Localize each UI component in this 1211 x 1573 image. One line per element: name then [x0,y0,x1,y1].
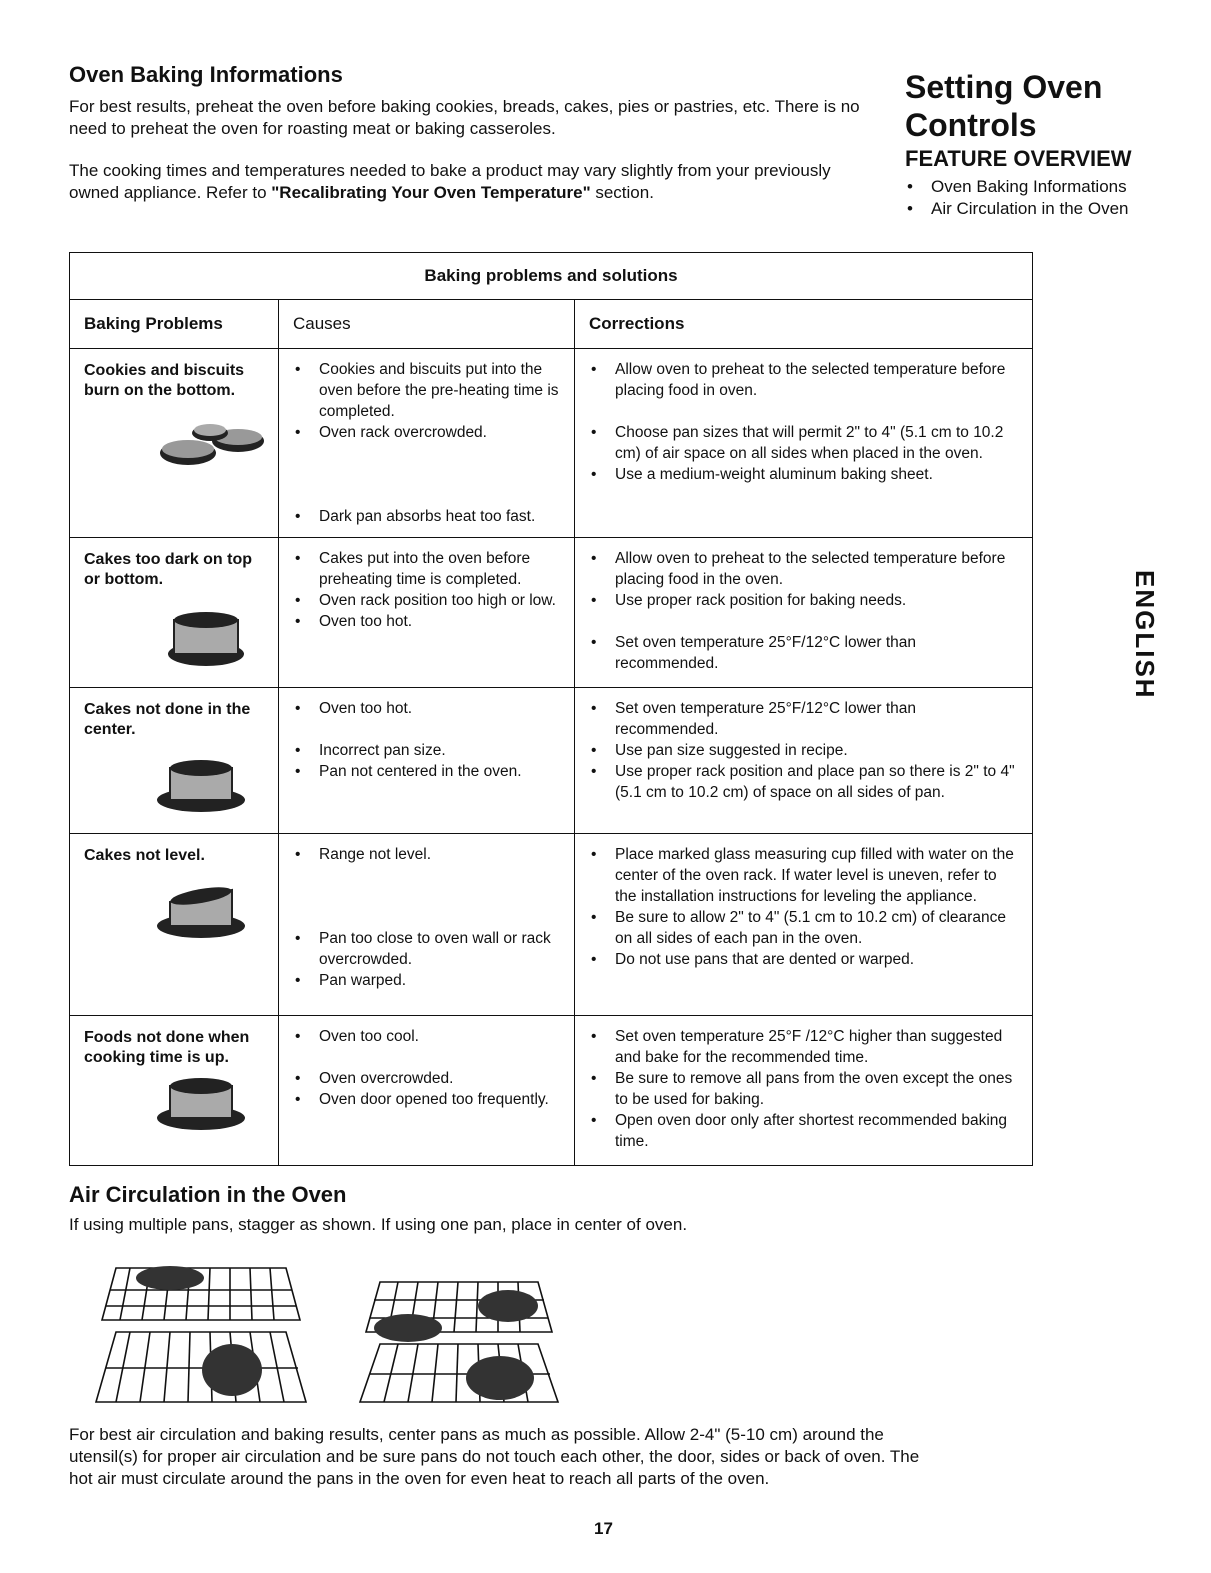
rack-diagram-left [86,1262,316,1410]
correction-item: • Choose pan sizes that will permit 2" to 4" (5.1 cm to 10.2 cm) of air space on all sides when placed in the oven. [587,422,1022,464]
problem-cell [70,1016,279,1166]
cause-item: • Oven overcrowded. [291,1068,566,1089]
problem-text: Foods not done when cooking time is up. [84,1029,250,1066]
cause-item: • Pan not centered in the oven. [291,761,566,782]
divider [69,1165,1033,1166]
corrections-cell [575,1016,1033,1166]
cause-item: • Incorrect pan size. [291,740,566,761]
table-row [70,1016,1033,1166]
problem-cell [70,538,279,688]
correction-item: • Allow oven to preheat to the selected temperature before placing food in the oven. [587,548,1022,590]
sidebar-subtitle: FEATURE OVERVIEW [905,146,1132,171]
problem-cell [70,688,279,834]
language-tab-label: ENGLISH [1130,570,1160,700]
cause-item: • Dark pan absorbs heat too fast. [291,506,566,527]
problem-cell [70,349,279,538]
correction-item: • Be sure to remove all pans from the oven except the ones to be used for baking. [587,1068,1022,1110]
correction-item: • Place marked glass measuring cup filled with water on the center of the oven rack. If water level is uneven, refer to the installation instructions for leveling the appliance. [587,844,1022,907]
cake-icon [156,756,246,814]
cause-item: • Pan too close to oven wall or rack overcrowded. [291,928,566,970]
feature-item: • Air Circulation in the Oven [905,198,1165,220]
language-tab [1124,570,1164,700]
correction-item: • Do not use pans that are dented or warped. [587,949,1022,970]
table-row [70,688,1033,834]
problem-text: Cakes not done in the center. [84,701,251,738]
sidebar [905,68,1165,220]
rack-diagram-right [352,1278,572,1406]
corrections-cell [575,688,1033,834]
tilted-cake-icon [156,882,246,940]
para-text: section. [590,183,654,202]
cause-item: • Oven rack overcrowded. [291,422,566,443]
cause-item: • Oven too hot. [291,611,566,632]
cause-item: • Oven rack position too high or low. [291,590,566,611]
feature-list [905,176,1165,220]
causes-cell [279,538,575,688]
table-row [70,349,1033,538]
header-problems: Baking Problems [70,300,279,349]
air-circulation-section [69,1182,969,1236]
corrections-cell [575,538,1033,688]
cause-item: • Cookies and biscuits put into the oven before the pre-heating time is completed. [291,359,566,422]
correction-item: • Set oven temperature 25°F/12°C lower than recommended. [587,632,1022,674]
cause-item: • Oven too cool. [291,1026,566,1047]
page-number: 17 [594,1519,613,1538]
cause-item: • Oven door opened too frequently. [291,1089,566,1110]
cause-item: • Range not level. [291,844,566,865]
section-title: Oven Baking Informations [69,62,343,87]
header-corrections: Corrections [575,300,1033,349]
correction-item: • Open oven door only after shortest recommended baking time. [587,1110,1022,1152]
problem-text: Cakes too dark on top or bottom. [84,551,253,588]
cookies-icon [154,417,264,473]
correction-item: • Use proper rack position for baking needs. [587,590,1022,611]
correction-item: • Be sure to allow 2" to 4" (5.1 cm to 10.2 cm) of clearance on all sides of each pan in the oven. [587,907,1022,949]
baking-problems-table [69,252,1033,1166]
cause-item: • Cakes put into the oven before preheating time is completed. [291,548,566,590]
para-text: The cooking times and temperatures needed to bake a product may vary slightly from your previously owned appliance. Refer to [69,161,831,202]
recalibrate-reference: "Recalibrating Your Oven Temperature" [271,183,591,202]
oven-baking-section [69,62,869,204]
section-title: Air Circulation in the Oven [69,1182,347,1207]
correction-item: • Use proper rack position and place pan so there is 2" to 4" (5.1 cm to 10.2 cm) of space on all sides of pan. [587,761,1022,803]
corrections-cell [575,349,1033,538]
intro-paragraph: For best results, preheat the oven before baking cookies, breads, cakes, pies or pastries, etc. There is no need to preheat the oven for roasting meat or baking casseroles. [69,97,860,138]
recalibrate-paragraph [69,160,869,204]
causes-cell [279,834,575,1016]
problem-cell [70,834,279,1016]
sidebar-title: Setting Oven Controls [905,69,1103,143]
causes-cell [279,1016,575,1166]
causes-cell [279,688,575,834]
cause-item: • Pan warped. [291,970,566,991]
table-row [70,834,1033,1016]
table-caption: Baking problems and solutions [70,253,1033,300]
header-causes: Causes [279,300,575,349]
air-outro-paragraph: For best air circulation and baking results, center pans as much as possible. Allow 2-4" (5-10 cm) around the utensil(s) for proper air circulation and be sure pans do not touch each other, the door, sides or back of oven. The hot air must circulate around the pans in the oven for even heat to reach all parts of the oven. [69,1425,920,1488]
correction-item: • Set oven temperature 25°F /12°C higher than suggested and bake for the recommended time. [587,1026,1022,1068]
cake-icon [166,606,246,668]
problem-text: Cookies and biscuits burn on the bottom. [84,362,245,399]
cause-item: • Oven too hot. [291,698,566,719]
correction-item: • Use a medium-weight aluminum baking sheet. [587,464,1022,485]
feature-item: • Oven Baking Informations [905,176,1165,198]
correction-item: • Use pan size suggested in recipe. [587,740,1022,761]
causes-cell [279,349,575,538]
correction-item: • Set oven temperature 25°F/12°C lower than recommended. [587,698,1022,740]
table-row [70,538,1033,688]
air-intro: If using multiple pans, stagger as shown. If using one pan, place in center of oven. [69,1215,688,1234]
problem-text: Cakes not level. [84,847,205,864]
corrections-cell [575,834,1033,1016]
cake-icon [156,1076,246,1132]
correction-item: • Allow oven to preheat to the selected temperature before placing food in oven. [587,359,1022,401]
